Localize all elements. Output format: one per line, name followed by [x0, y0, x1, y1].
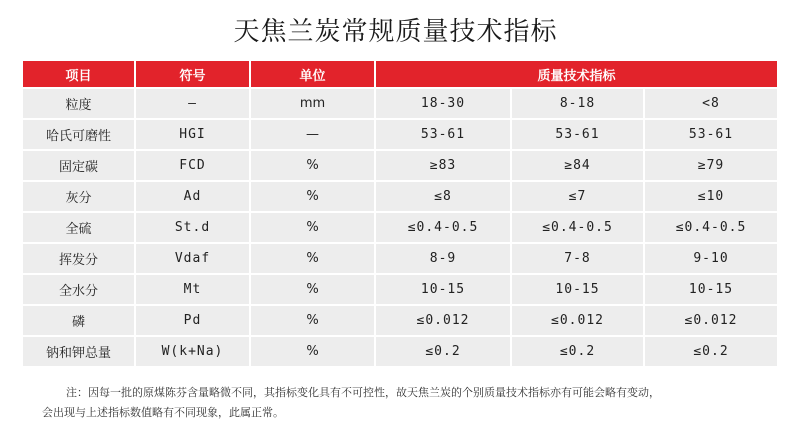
- header-unit: 单位: [250, 60, 375, 88]
- cell-symbol: W(k+Na): [135, 336, 250, 367]
- cell-item: 全硫: [22, 212, 135, 243]
- cell-symbol: St.d: [135, 212, 250, 243]
- cell-unit: %: [250, 274, 375, 305]
- cell-item: 灰分: [22, 181, 135, 212]
- page-title: 天焦兰炭常规质量技术指标: [233, 17, 558, 47]
- footnote-line-2: 会出现与上述指标数值略有不同现象，此属正常。: [42, 406, 284, 419]
- table-body: [22, 88, 778, 367]
- cell-item: 哈氏可磨性: [22, 119, 135, 150]
- cell-value-1: ≤0.4-0.5: [375, 212, 511, 243]
- cell-symbol: Vdaf: [135, 243, 250, 274]
- cell-value-3: 10-15: [644, 274, 778, 305]
- header-spec: 质量技术指标: [375, 60, 778, 88]
- cell-value-2: 53-61: [511, 119, 644, 150]
- cell-value-1: ≤0.2: [375, 336, 511, 367]
- cell-value-1: 10-15: [375, 274, 511, 305]
- cell-unit: %: [250, 181, 375, 212]
- header-symbol: 符号: [135, 60, 250, 88]
- table-row: [22, 305, 778, 336]
- cell-item: 粒度: [22, 88, 135, 119]
- cell-unit: —: [250, 119, 375, 150]
- cell-value-3: <8: [644, 88, 778, 119]
- cell-value-1: 8-9: [375, 243, 511, 274]
- cell-symbol: HGI: [135, 119, 250, 150]
- cell-value-3: ≤0.012: [644, 305, 778, 336]
- header-row: [22, 60, 778, 88]
- cell-value-3: 53-61: [644, 119, 778, 150]
- cell-value-1: 18-30: [375, 88, 511, 119]
- cell-symbol: Pd: [135, 305, 250, 336]
- cell-value-1: 53-61: [375, 119, 511, 150]
- table-row: [22, 119, 778, 150]
- cell-item: 固定碳: [22, 150, 135, 181]
- cell-value-3: ≤10: [644, 181, 778, 212]
- cell-item: 挥发分: [22, 243, 135, 274]
- cell-symbol: FCD: [135, 150, 250, 181]
- cell-value-1: ≥83: [375, 150, 511, 181]
- cell-value-3: ≥79: [644, 150, 778, 181]
- cell-unit: %: [250, 150, 375, 181]
- cell-value-2: ≤7: [511, 181, 644, 212]
- cell-value-3: 9-10: [644, 243, 778, 274]
- cell-unit: %: [250, 336, 375, 367]
- cell-value-3: ≤0.2: [644, 336, 778, 367]
- cell-symbol: Mt: [135, 274, 250, 305]
- cell-item: 钠和钾总量: [22, 336, 135, 367]
- spec-table: [21, 59, 779, 368]
- cell-value-3: ≤0.4-0.5: [644, 212, 778, 243]
- footnote: [42, 383, 772, 423]
- table-row: [22, 150, 778, 181]
- table-row: [22, 181, 778, 212]
- cell-unit: mm: [250, 88, 375, 119]
- cell-value-2: 10-15: [511, 274, 644, 305]
- cell-value-2: ≥84: [511, 150, 644, 181]
- cell-value-2: 7-8: [511, 243, 644, 274]
- cell-symbol: —: [135, 88, 250, 119]
- cell-unit: %: [250, 243, 375, 274]
- cell-unit: %: [250, 212, 375, 243]
- cell-value-2: ≤0.012: [511, 305, 644, 336]
- table-row: [22, 88, 778, 119]
- cell-item: 磷: [22, 305, 135, 336]
- cell-value-2: 8-18: [511, 88, 644, 119]
- table-row: [22, 336, 778, 367]
- cell-unit: %: [250, 305, 375, 336]
- cell-value-2: ≤0.2: [511, 336, 644, 367]
- cell-item: 全水分: [22, 274, 135, 305]
- table-row: [22, 274, 778, 305]
- table-row: [22, 212, 778, 243]
- table-row: [22, 243, 778, 274]
- cell-symbol: Ad: [135, 181, 250, 212]
- cell-value-1: ≤0.012: [375, 305, 511, 336]
- footnote-line-1: 注：因每一批的原煤陈芬含量略微不同，其指标变化具有不可控性，故天焦兰炭的个别质量技术指标亦有可能会略有变动，: [66, 386, 660, 399]
- cell-value-1: ≤8: [375, 181, 511, 212]
- header-item: 项目: [22, 60, 135, 88]
- cell-value-2: ≤0.4-0.5: [511, 212, 644, 243]
